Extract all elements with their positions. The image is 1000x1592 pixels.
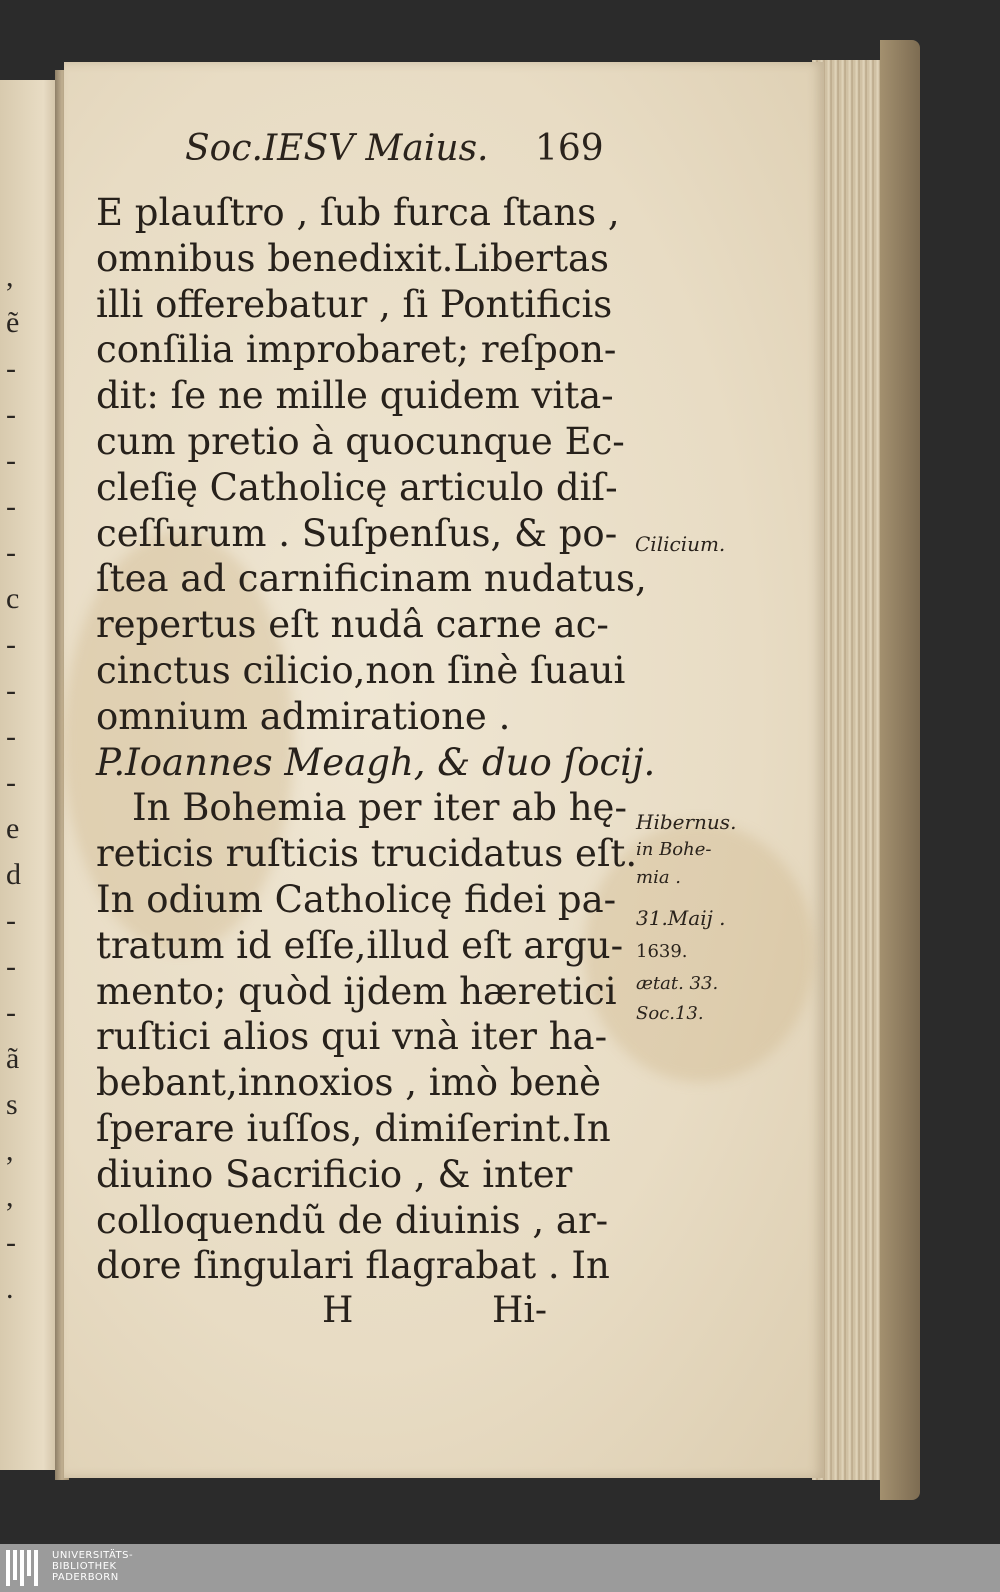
left-page-character: -	[6, 996, 16, 1029]
left-page-character: s	[6, 1088, 18, 1121]
library-name-line-2: BIBLIOTHEK	[52, 1561, 117, 1572]
margin-note-hibernus: Hibernus.	[636, 810, 737, 834]
left-page-character: -	[6, 628, 16, 661]
text-line: colloquendũ de diuinis , ar-	[96, 1198, 609, 1242]
running-head-title: Soc.IESV Maius.	[185, 128, 489, 169]
text-line: mento; quòd ijdem hæretici	[96, 969, 617, 1013]
text-line: tratum id eſſe,illud eſt argu-	[96, 923, 624, 967]
text-line: omnium admiratione .	[96, 694, 511, 738]
text-line: In Bohemia per iter ab hę-	[132, 786, 627, 830]
margin-note-soc: Soc.13.	[636, 1003, 704, 1024]
left-page-character: -	[6, 950, 16, 983]
left-page-character: -	[6, 352, 16, 385]
left-page-character: ẽ	[6, 306, 20, 339]
library-name-line-3: PADERBORN	[52, 1572, 119, 1583]
signature-mark: H	[322, 1290, 354, 1331]
text-line: ſperare iuſſos, dimiſerint.In	[96, 1106, 611, 1150]
text-line: illi offerebatur , ſi Pontificis	[96, 282, 613, 326]
text-line: diuino Sacrificio , & inter	[96, 1152, 573, 1196]
text-line: cinctus cilicio,non ſinè ſuaui	[96, 648, 626, 692]
library-name-line-1: UNIVERSITÄTS-	[52, 1550, 134, 1561]
text-line: dore ſingulari flagrabat . In	[96, 1244, 610, 1288]
left-page-margin-characters	[0, 80, 40, 1470]
left-page-character: .	[6, 1272, 14, 1305]
left-page-character: d	[6, 858, 21, 891]
margin-note-in-bohe: in Bohe-	[636, 839, 712, 860]
text-line: ruſtici alios qui vnà iter ha-	[96, 1015, 608, 1059]
left-page-character: ,	[6, 1180, 14, 1213]
text-line: cleſię Catholicę articulo diſ-	[96, 465, 618, 509]
margin-note-mia: mia .	[636, 867, 681, 888]
page-body-text	[96, 190, 656, 1289]
text-line: cum pretio à quocunque Ec-	[96, 419, 625, 463]
margin-note-date: 31.Maij .	[636, 906, 726, 930]
page-number: 169	[535, 128, 604, 169]
text-line: In odium Catholicę fidei pa-	[96, 877, 617, 921]
left-page-character: e	[6, 812, 20, 845]
text-line: omnibus benedixit.Libertas	[96, 236, 610, 280]
left-page-character: c	[6, 582, 20, 615]
text-line: P.Ioannes Meagh, & duo ſocij.	[96, 740, 656, 784]
left-page-character: -	[6, 444, 16, 477]
text-line: reticis ruſticis trucidatus eſt.	[96, 832, 638, 876]
margin-note-aetat: ætat. 33.	[636, 973, 719, 994]
library-name	[52, 1550, 133, 1583]
book-cover-edge	[880, 40, 920, 1500]
left-page-character: -	[6, 904, 16, 937]
text-line: E plauſtro , ſub furca ſtans ,	[96, 191, 620, 234]
left-page-character: ã	[6, 1042, 20, 1075]
left-page-character: -	[6, 536, 16, 569]
left-page-character: -	[6, 398, 16, 431]
left-page-character: -	[6, 674, 16, 707]
left-page-character: -	[6, 766, 16, 799]
text-line: bebant,innoxios , imò benè	[96, 1061, 602, 1105]
left-page-character: -	[6, 1226, 16, 1259]
catchword: Hi-	[492, 1290, 548, 1331]
text-line: dit: ſe ne mille quidem vita-	[96, 374, 614, 418]
margin-note-cilicium: Cilicium.	[635, 532, 726, 556]
left-page-character: ,	[6, 1134, 14, 1167]
left-page-character: -	[6, 720, 16, 753]
text-line: repertus eſt nudâ carne ac-	[96, 603, 609, 647]
text-line: ceſſurum . Suſpenſus, & po-	[96, 511, 618, 555]
text-line: ſtea ad carnificinam nudatus,	[96, 557, 647, 601]
library-logo-icon	[6, 1550, 46, 1586]
running-head	[185, 128, 615, 169]
left-page-fragment	[0, 80, 62, 1470]
left-page-character: -	[6, 490, 16, 523]
margin-note-year: 1639.	[636, 941, 688, 962]
left-page-character: ,	[6, 260, 14, 293]
text-line: conſilia improbaret; reſpon-	[96, 328, 617, 372]
library-footer	[0, 1544, 1000, 1592]
